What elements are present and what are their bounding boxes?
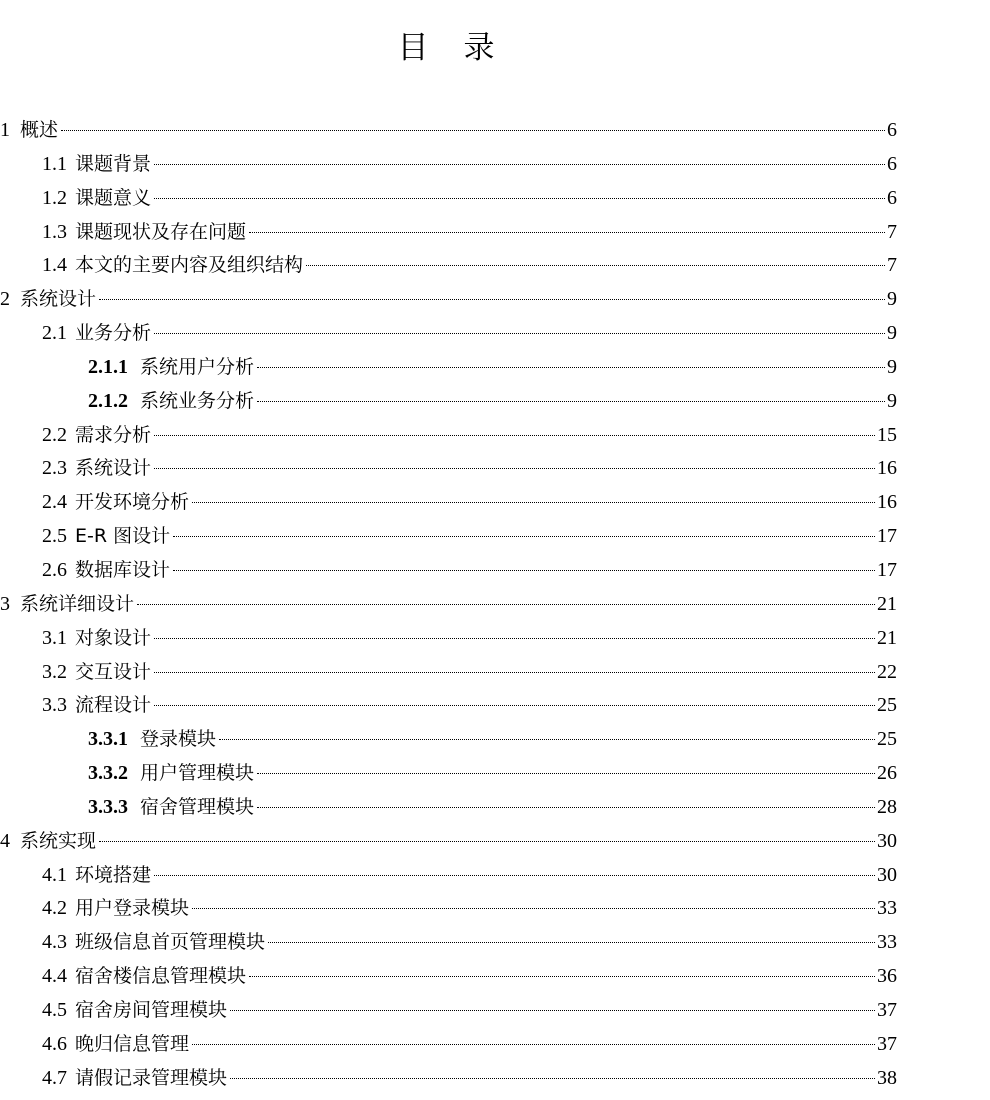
toc-entry-title: 班级信息首页管理模块 xyxy=(75,931,266,954)
toc-entry-title: 业务分析 xyxy=(75,322,152,345)
toc-entry-page-number: 25 xyxy=(877,728,897,751)
toc-entry-title: 请假记录管理模块 xyxy=(75,1066,228,1089)
toc-entry-page-number: 6 xyxy=(887,186,897,209)
toc-entry-number: 3 xyxy=(0,592,10,615)
toc-entry-title: 宿舍楼信息管理模块 xyxy=(75,965,247,988)
toc-entry-title: 系统设计 xyxy=(20,288,97,311)
toc-dot-leader xyxy=(154,164,885,165)
toc-dot-leader xyxy=(230,1010,875,1011)
toc-entry-number: 4.1 xyxy=(42,863,67,886)
toc-entry-number: 3.3.1 xyxy=(88,728,128,751)
toc-entry[interactable] xyxy=(0,283,897,317)
toc-entry-page-number: 9 xyxy=(887,355,897,378)
toc-entry-page-number: 36 xyxy=(877,965,897,988)
toc-entry-title: 课题现状及存在问题 xyxy=(75,220,247,243)
toc-dot-leader xyxy=(154,435,875,436)
toc-dot-leader xyxy=(306,265,885,266)
toc-entry[interactable] xyxy=(0,926,897,960)
toc-entry-page-number: 21 xyxy=(877,626,897,649)
toc-entry-title: 开发环境分析 xyxy=(75,491,190,514)
toc-entry[interactable] xyxy=(0,114,897,148)
toc-entry-title: 宿舍房间管理模块 xyxy=(75,998,228,1021)
toc-dot-leader xyxy=(192,908,875,909)
toc-entry[interactable] xyxy=(0,182,897,216)
toc-dot-leader xyxy=(173,536,875,537)
toc-entry-number: 2.1.2 xyxy=(88,389,128,412)
toc-entry[interactable] xyxy=(0,656,897,690)
toc-entry-page-number: 16 xyxy=(877,457,897,480)
toc-entry-number: 4.6 xyxy=(42,1032,67,1055)
toc-entry-page-number: 37 xyxy=(877,998,897,1021)
toc-entry[interactable] xyxy=(0,825,897,859)
toc-entry-number: 1.4 xyxy=(42,254,67,277)
toc-entry[interactable] xyxy=(0,622,897,656)
toc-entry-page-number: 38 xyxy=(877,1066,897,1089)
toc-entry-title: 系统实现 xyxy=(20,829,97,852)
toc-dot-leader xyxy=(99,841,875,842)
toc-entry-page-number: 17 xyxy=(877,525,897,548)
toc-entry-number: 2.4 xyxy=(42,491,67,514)
toc-entry-number: 2.6 xyxy=(42,558,67,581)
toc-entry-page-number: 26 xyxy=(877,762,897,785)
toc-dot-leader xyxy=(268,942,875,943)
toc-entry[interactable] xyxy=(0,452,897,486)
toc-entry-title: 登录模块 xyxy=(140,728,217,751)
toc-dot-leader xyxy=(249,976,875,977)
toc-entry-page-number: 21 xyxy=(877,592,897,615)
toc-entry-title: 课题意义 xyxy=(75,186,152,209)
toc-dot-leader xyxy=(257,401,885,402)
toc-entry-page-number: 9 xyxy=(887,288,897,311)
toc-entry-title: 系统业务分析 xyxy=(140,389,255,412)
toc-entry-page-number: 33 xyxy=(877,931,897,954)
toc-entry[interactable] xyxy=(0,419,897,453)
toc-entry[interactable] xyxy=(0,994,897,1028)
toc-entry-number: 3.1 xyxy=(42,626,67,649)
toc-entry[interactable] xyxy=(0,1028,897,1062)
toc-entry-number: 2.1.1 xyxy=(88,355,128,378)
toc-entry-page-number: 9 xyxy=(887,322,897,345)
toc-dot-leader xyxy=(154,672,875,673)
toc-entry-page-number: 9 xyxy=(887,389,897,412)
toc-dot-leader xyxy=(154,198,885,199)
toc-entry-number: 1.1 xyxy=(42,152,67,175)
toc-entry-title: 宿舍管理模块 xyxy=(140,795,255,818)
toc-entry-page-number: 28 xyxy=(877,795,897,818)
toc-entry[interactable] xyxy=(0,1062,897,1096)
toc-entry-title: 系统详细设计 xyxy=(20,592,135,615)
toc-dot-leader xyxy=(154,705,875,706)
toc-entry-page-number: 25 xyxy=(877,694,897,717)
toc-entry[interactable] xyxy=(0,249,897,283)
toc-entry-page-number: 33 xyxy=(877,897,897,920)
toc-entry-title: 课题背景 xyxy=(75,152,152,175)
toc-dot-leader xyxy=(137,604,875,605)
toc-dot-leader xyxy=(192,502,875,503)
toc-entry[interactable] xyxy=(0,216,897,250)
toc-entry[interactable] xyxy=(0,689,897,723)
toc-entry-number: 3.2 xyxy=(42,660,67,683)
toc-entry-number: 1.2 xyxy=(42,186,67,209)
toc-entry-number: 2.3 xyxy=(42,457,67,480)
toc-dot-leader xyxy=(257,773,875,774)
toc-entry-title: 用户管理模块 xyxy=(140,762,255,785)
toc-entry-title: 流程设计 xyxy=(75,694,152,717)
table-of-contents xyxy=(0,114,897,1095)
toc-dot-leader xyxy=(154,638,875,639)
toc-entry-page-number: 37 xyxy=(877,1032,897,1055)
toc-entry-title: 本文的主要内容及组织结构 xyxy=(75,254,304,277)
toc-entry-title: 概述 xyxy=(20,119,59,141)
toc-entry[interactable] xyxy=(0,791,897,825)
toc-entry-page-number: 6 xyxy=(887,152,897,175)
toc-entry-title: 系统设计 xyxy=(75,457,152,480)
toc-entry[interactable] xyxy=(0,486,897,520)
toc-entry-title: 数据库设计 xyxy=(75,558,171,581)
toc-entry-number: 1 xyxy=(0,119,10,141)
toc-entry-title: 对象设计 xyxy=(75,626,152,649)
toc-entry-number: 4.5 xyxy=(42,998,67,1021)
toc-entry-page-number: 16 xyxy=(877,491,897,514)
toc-entry-number: 4.7 xyxy=(42,1066,67,1089)
toc-entry-number: 4.2 xyxy=(42,897,67,920)
toc-entry-page-number: 15 xyxy=(877,423,897,446)
toc-entry[interactable] xyxy=(0,317,897,351)
toc-entry-page-number: 22 xyxy=(877,660,897,683)
toc-entry[interactable] xyxy=(0,351,897,385)
toc-entry-page-number: 30 xyxy=(877,829,897,852)
toc-entry[interactable] xyxy=(0,960,897,994)
toc-entry-number: 3.3.2 xyxy=(88,762,128,785)
toc-entry-title: E-R 图设计 xyxy=(75,525,171,548)
toc-entry[interactable] xyxy=(0,148,897,182)
toc-entry-number: 4.4 xyxy=(42,965,67,988)
toc-entry[interactable] xyxy=(0,892,897,926)
toc-dot-leader xyxy=(61,130,885,131)
page-title: 目 录 xyxy=(397,30,497,66)
toc-entry-title: 环境搭建 xyxy=(75,863,152,886)
toc-entry-number: 2.5 xyxy=(42,525,67,548)
toc-entry-number: 4 xyxy=(0,829,10,852)
toc-entry-number: 3.3.3 xyxy=(88,795,128,818)
toc-entry-number: 2.1 xyxy=(42,322,67,345)
toc-entry[interactable] xyxy=(0,588,897,622)
toc-entry-number: 3.3 xyxy=(42,694,67,717)
toc-entry[interactable] xyxy=(0,757,897,791)
toc-entry-page-number: 7 xyxy=(887,254,897,277)
toc-dot-leader xyxy=(257,807,875,808)
toc-entry-number: 4.3 xyxy=(42,931,67,954)
toc-entry[interactable] xyxy=(0,520,897,554)
toc-entry[interactable] xyxy=(0,723,897,757)
toc-dot-leader xyxy=(249,232,885,233)
toc-entry-page-number: 6 xyxy=(887,119,897,141)
toc-dot-leader xyxy=(257,367,885,368)
toc-dot-leader xyxy=(99,299,885,300)
toc-dot-leader xyxy=(219,739,875,740)
toc-entry-page-number: 17 xyxy=(877,558,897,581)
toc-entry-number: 1.3 xyxy=(42,220,67,243)
toc-dot-leader xyxy=(173,570,875,571)
toc-entry-title: 需求分析 xyxy=(75,423,152,446)
toc-entry[interactable] xyxy=(0,554,897,588)
toc-entry-title: 系统用户分析 xyxy=(140,355,255,378)
toc-entry-page-number: 30 xyxy=(877,863,897,886)
toc-entry[interactable] xyxy=(0,385,897,419)
toc-entry[interactable] xyxy=(0,859,897,893)
toc-entry-page-number: 7 xyxy=(887,220,897,243)
toc-dot-leader xyxy=(154,333,885,334)
toc-entry-title: 交互设计 xyxy=(75,660,152,683)
toc-dot-leader xyxy=(230,1078,875,1079)
toc-entry-number: 2 xyxy=(0,288,10,311)
toc-dot-leader xyxy=(192,1044,875,1045)
toc-dot-leader xyxy=(154,875,875,876)
toc-entry-title: 晚归信息管理 xyxy=(75,1032,190,1055)
toc-entry-title: 用户登录模块 xyxy=(75,897,190,920)
toc-dot-leader xyxy=(154,468,875,469)
toc-entry-number: 2.2 xyxy=(42,423,67,446)
